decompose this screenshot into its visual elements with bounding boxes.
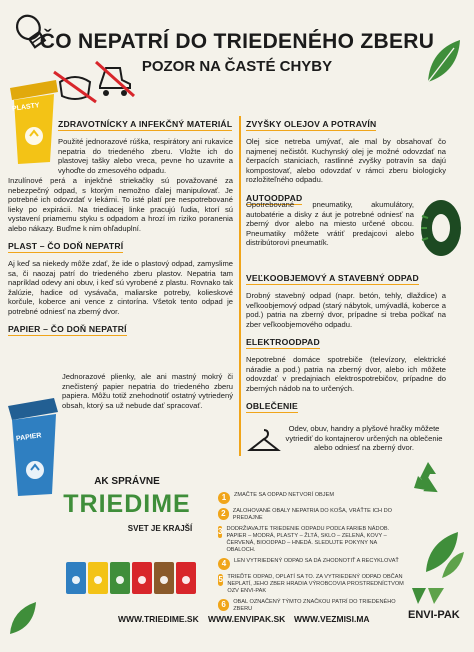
- section-heading-paper: PAPIER – ČO DOŇ NEPATRÍ: [8, 324, 127, 334]
- electro-paragraph: Nepotrebné domáce spotrebiče (televízory, elektrické náradie a pod.) patria na zberný dvor, alebo ich môžete odovzdať v predajniach elektrospotrebičov, prípadne do zberných nádob na to určených.: [246, 355, 446, 393]
- right-column-auto: [246, 200, 414, 251]
- medical-paragraph-2: Inzulínové perá a injekčné striekačky sú považované za nebezpečný odpad, s ktorým nemožno ďalej manipulovať. Je potrebné ich odovzdať v lekárni. To isté platí pre nespotrebované lieky po expirácii. Na triediacej linke pracujú ľudia, ktorí sú vystavení priamemu styku s odpadom a hrozí im riziko poranenia alebo nákazy. Buďme k nim ohľaduplní.: [8, 176, 233, 233]
- left-column-3: [62, 372, 233, 413]
- tagline-big: TRIEDIME: [63, 490, 191, 518]
- tagline-bottom: SVET JE KRAJŠÍ: [127, 524, 193, 533]
- section-heading-medical: ZDRAVOTNÍCKY A INFEKČNÝ MATERIÁL: [58, 119, 233, 129]
- link-triedime[interactable]: WWW.TRIEDIME.SK: [118, 614, 199, 624]
- step-text: TRIEĎTE ODPAD, OPLATÍ SA TO. ZA VYTRIEDENÝ ODPAD OBČAN NEPLATÍ, JEHO ZBER HRADIA VÝROBCOVIA PROSTREDNÍCTVOM OZV ENVI-PAK: [227, 574, 404, 594]
- bins-row-icon: [64, 556, 198, 596]
- paper-paragraph: Jednorazové plienky, ale ani mastný mokrý či znečistený papier nepatria do triedeného zberu papiera. Môžu totiž znehodnotiť ostatný vytriedený obsah, ktorý sa už nebude dať spracovať.: [62, 372, 233, 410]
- step-number: 3: [218, 527, 223, 536]
- step-text: DODRŽIAVAJTE TRIEDENIE ODPADU PODĽA FARIEB NÁDOB. PAPIER – MODRÁ, PLASTY – ŽLTÁ, SKLO – ZELENÁ, KOVY – ČERVENÁ, BIOODPAD – HNEDÁ. SLEDUJTE POKYNY NA OBALOCH.: [226, 526, 390, 553]
- step-item: [218, 492, 404, 504]
- step-number: 6: [218, 599, 229, 611]
- recycle-icon: [408, 458, 448, 498]
- section-heading-auto: AUTOODPAD: [246, 192, 303, 203]
- logo-text: [404, 584, 405, 585]
- step-item: [218, 574, 404, 595]
- leaf-bottom-icon: [6, 598, 40, 638]
- plastic-paragraph: Aj keď sa niekedy môže zdať, že ide o plastový odpad, zamyslime sa, či naozaj patrí do triedeného zberu plastov. Nepatria tam napríklad odevy ani obuv, i keď sú vyrobené z plastu. Rovnako tak žalúzie, hadice od vysávača, maliarske potreby, kolieskové korčule, koberce ani vence z cintorína. Všetok tento odpad je potrebné odniesť na zberný dvor.: [8, 259, 233, 316]
- envipak-logo: [404, 584, 468, 624]
- steps-list: [218, 492, 404, 617]
- section-heading-bulky: VEĽKOOBJEMOVÝ A STAVEBNÝ ODPAD: [246, 273, 419, 283]
- step-number: 1: [218, 492, 230, 504]
- svg-text:ENVI-PAK: ENVI-PAK: [408, 609, 460, 621]
- step-number: 5: [218, 575, 223, 584]
- step-item: [218, 558, 404, 570]
- auto-paragraph: Opotrebované pneumatiky, akumulátory, autobatérie a disky z áut je potrebné odniesť na zberný dvor alebo na miesto určené obcou. Pneumatiky môžete vrátiť predajcovi alebo distribútorovi pneumatík.: [246, 200, 414, 247]
- step-number: 2: [218, 508, 229, 520]
- link-envipak[interactable]: WWW.ENVIPAK.SK: [208, 614, 286, 624]
- section-heading-electro: ELEKTROODPAD: [246, 337, 320, 347]
- leaves-icon: [418, 520, 468, 580]
- left-column-2: [8, 176, 233, 337]
- plastic-bin-label: PLASTY: [11, 102, 40, 113]
- skate-prohibited-icon: [92, 58, 138, 100]
- section-heading-oil: ZVYŠKY OLEJOV A POTRAVÍN: [246, 119, 377, 129]
- page-subtitle: POZOR NA ČASTÉ CHYBY: [141, 58, 333, 75]
- right-column-2: [246, 268, 446, 414]
- left-column: [58, 114, 233, 178]
- step-text: OBAL OZNAČENÝ TÝMTO ZNAČKOU PATRÍ DO TRIEDENÉHO ZBERU: [233, 599, 396, 612]
- paper-bin-icon: [2, 396, 66, 500]
- step-item: [218, 526, 404, 554]
- step-item: [218, 599, 404, 613]
- section-heading-plastic: PLAST – ČO DOŇ NEPATRÍ: [8, 241, 124, 251]
- step-text: ZMAČTE SA ODPAD NETVORÍ OBJEM: [234, 492, 334, 498]
- step-text: ZALOHOVANÉ OBALY NEPATRIA DO KOŠA, VRÁŤTE ICH DO PREDAJNE: [232, 508, 393, 521]
- step-item: [218, 508, 404, 522]
- tire-icon: [414, 196, 468, 260]
- link-vezmisi[interactable]: WWW.VEZMISI.MA: [294, 614, 370, 624]
- section-heading-clothes: OBLEČENIE: [246, 401, 298, 411]
- hanger-icon: [246, 424, 282, 458]
- tagline-top: AK SPRÁVNE: [94, 476, 160, 487]
- bulky-paragraph: Drobný stavebný odpad (napr. betón, tehly, dlaždice) a veľkoobjemový odpad (starý nábytok, umývadlá, koberce a pod.) patria na zberný dvor, prípadne si treba počkať na zber veľkoobjemového odpadu.: [246, 291, 446, 329]
- medical-paragraph-1: Použité jednorazové rúška, respirátory ani rukavice nepatria do triedeného zberu. Vložte ich do plastovej tašky alebo vreca, pevne ho uzavrite a vyhoďte do zmesového odpadu.: [58, 137, 233, 175]
- right-column: [246, 114, 446, 206]
- column-divider: [239, 116, 241, 456]
- step-text: LEN VYTRIEDENÝ ODPAD SA DÁ ZHODNOTIŤ A RECYKLOVAŤ: [234, 558, 399, 564]
- clothes-paragraph: Odev, obuv, handry a plyšové hračky môžete vytriediť do kontajnerov určených na oblečenie alebo odniesť na zberný dvor.: [285, 424, 443, 452]
- paper-bin-label: PAPIER: [15, 432, 42, 443]
- right-column-3: [282, 424, 446, 456]
- page-title: ČO NEPATRÍ DO TRIEDENÉHO ZBERU: [39, 30, 435, 53]
- oil-paragraph: Olej sice netreba umývať, ale mal by obsahovať čo najmenej nečistôt. Kuchynský olej je možné odovzdať na čerpacích staniciach, rastlinné zvyšky potravín sa dajú kompostovať, alebo odovzdať v rámci zberu biologicky rozložiteľného odpadu.: [246, 137, 446, 184]
- step-number: 4: [218, 558, 230, 570]
